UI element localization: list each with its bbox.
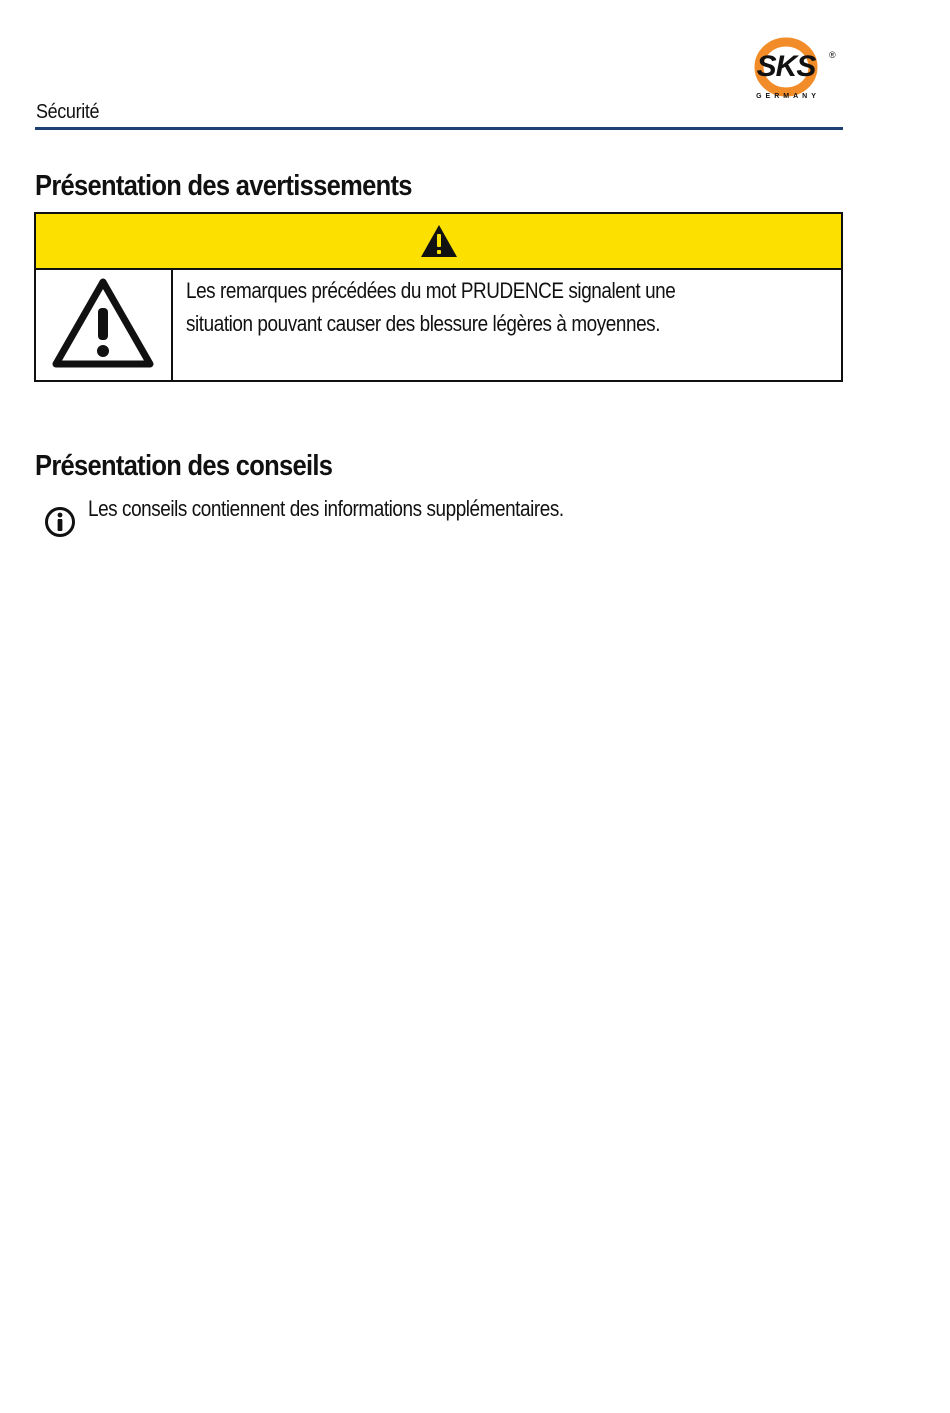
tips-heading: Présentation des conseils — [35, 450, 333, 482]
header-rule — [35, 127, 843, 130]
svg-text:GERMANY: GERMANY — [756, 93, 820, 100]
sks-logo — [736, 32, 838, 108]
sks-germany-logo — [736, 32, 838, 108]
warning-triangle-icon — [419, 223, 459, 259]
warning-triangle-icon — [50, 276, 156, 372]
warning-icon-cell — [36, 270, 173, 380]
warning-box — [34, 212, 843, 382]
warning-text: Les remarques précédées du mot PRUDENCE signalent une situation pouvant causer des blessure légères à moyennes. — [186, 278, 676, 336]
warnings-heading: Présentation des avertissements — [35, 170, 412, 202]
tip-text: Les conseils contiennent des informations supplémentaires. — [88, 496, 564, 521]
info-icon — [44, 506, 76, 538]
section-label: Sécurité — [36, 101, 100, 123]
svg-text:®: ® — [829, 50, 836, 60]
svg-text:SKS: SKS — [756, 50, 816, 83]
warning-band — [36, 214, 841, 270]
